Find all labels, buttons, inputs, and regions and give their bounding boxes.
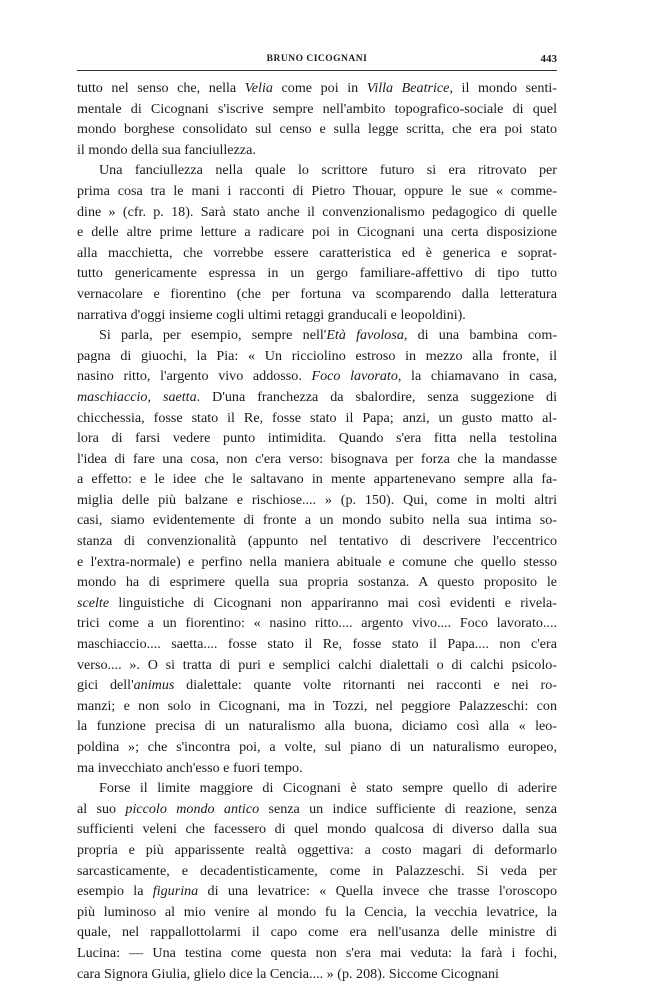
text-line (77, 202, 557, 223)
text-run: . D'una franchezza da sbalordire, senza suggezione di (196, 388, 558, 405)
text-run: tutto genericamente espressa in un gergo familiare-affettivo di tipo tutto (77, 265, 557, 282)
text-line (77, 964, 557, 984)
text-line (77, 675, 557, 696)
text-run: lora di farsi vedere punto intimidita. Quando s'era fitta nella testolina (77, 430, 557, 447)
text-line (77, 387, 557, 408)
text-run: l'idea di fare una cosa, non c'era verso: bisognava per forza che la mandasse (77, 450, 557, 467)
text-line (77, 737, 557, 758)
text-line (77, 140, 557, 161)
text-run: a effetto: e le idee che le saltavano in mente appartenevano sempre alla fa- (77, 471, 557, 488)
text-run: come poi in (272, 80, 367, 96)
text-run: prima cosa tra le mani i racconti di Pietro Thouar, oppure le sue « comme- (77, 182, 557, 199)
text-run: , di una bambina com- (403, 327, 558, 344)
text-run: al suo (77, 800, 126, 817)
text-line (77, 943, 557, 964)
text-run: chicchessia, fosse stato il Re, fosse stato il Papa; anzi, un gusto matto al- (77, 409, 557, 426)
text-line (77, 449, 557, 470)
text-line (77, 778, 557, 799)
text-run: stanza di convenzionalità (appunto nel tentativo di descrivere l'eccentrico (77, 533, 557, 550)
text-line (77, 902, 557, 923)
text-run: e delle altre prime letture a radicare poi in Cicognani una certa disposizione (77, 224, 557, 241)
text-run: linguistiche di Cicognani non appariranno mai così evidenti e rivela- (109, 594, 557, 611)
text-line (77, 78, 557, 99)
text-run: sarcasticamente, e decadentisticamente, come in Palazzeschi. Si veda per (77, 862, 557, 879)
text-run: di una levatrice: « Quella invece che trasse l'oroscopo (198, 883, 558, 900)
text-run: Una fanciullezza nella quale lo scrittore futuro si era ritrovato per (99, 162, 557, 179)
text-run: ma invecchiato anch'esso e fuori tempo. (77, 759, 303, 776)
page-header (77, 50, 557, 71)
text-run: vernacolare e fiorentino (che per fortuna va scomparendo dalla letteratura (77, 285, 557, 302)
italic-text: scelte (77, 594, 110, 611)
text-line (77, 613, 557, 634)
italic-text: Velia (244, 80, 273, 96)
text-line (77, 119, 557, 140)
text-run: quale, nel rappallottolarmi il capo come era nell'usanza delle ministre di (77, 924, 557, 941)
text-line (77, 593, 557, 614)
text-line (77, 305, 557, 326)
text-line (77, 284, 557, 305)
text-line (77, 263, 557, 284)
text-line (77, 490, 557, 511)
text-line (77, 634, 557, 655)
italic-text: figurina (152, 883, 199, 900)
italic-text: Età favolosa (326, 327, 404, 344)
italic-text: maschiaccio, saetta (77, 388, 197, 405)
text-line (77, 469, 557, 490)
text-line (77, 861, 557, 882)
text-line (77, 428, 557, 449)
text-line (77, 366, 557, 387)
text-line (77, 181, 557, 202)
text-run: verso.... ». O si tratta di puri e semplici calchi dialettali o di calchi psicolo- (77, 656, 557, 673)
italic-text: animus (133, 677, 175, 694)
text-line (77, 819, 557, 840)
text-line (77, 325, 557, 346)
italic-text: piccolo mondo antico (125, 800, 260, 817)
text-line (77, 346, 557, 367)
body-text (77, 78, 557, 984)
text-run: , la chiamavano in casa, (397, 368, 557, 385)
text-line (77, 655, 557, 676)
text-run: senza un indice sufficiente di reazione, senza (259, 800, 557, 817)
text-run: propria e più apparissente realtà oggettiva: a costo magari di deformarlo (77, 841, 557, 858)
text-run: maschiaccio.... saetta.... fosse stato il Re, fosse stato il Papa.... non c'era (77, 636, 557, 653)
text-run: la funzione precisa di un naturalismo alla buona, diciamo così alla « leo- (77, 718, 557, 735)
text-run: Forse il limite maggiore di Cicognani è stato sempre quello di aderire (99, 780, 557, 797)
text-run: alla macchietta, che vorrebbe essere caratteristica ed è generica e soprat- (77, 244, 557, 261)
text-run: sufficienti veleni che facessero di quel mondo qualcosa di diverso dalla sua (77, 821, 557, 838)
text-line (77, 222, 557, 243)
text-line (77, 552, 557, 573)
text-line (77, 758, 557, 779)
text-run: pagna di giuochi, la Pia: « Un ricciolino estroso in mezzo alla fronte, il (77, 347, 557, 364)
text-line (77, 922, 557, 943)
text-run: e l'extra-normale) e perfino nella maniera abituale e comune che quello stesso (77, 553, 557, 570)
text-line (77, 696, 557, 717)
text-run: il mondo della sua fanciullezza. (77, 141, 256, 158)
text-run: narrativa d'oggi insieme cogli ultimi retaggi granducali e leopoldini). (77, 306, 466, 323)
text-line (77, 99, 557, 120)
text-line (77, 799, 557, 820)
text-line (77, 243, 557, 264)
text-run: dine » (cfr. p. 18). Sarà stato anche il convenzionalismo pedagogico di quelle (77, 203, 557, 220)
text-run: nasino ritto, l'argento vivo addosso. (77, 368, 312, 385)
text-run: mondo ha di esprimere quella sua propria sostanza. A questo proposito le (77, 574, 557, 591)
text-run: cara Signora Giulia, glielo dice la Cencia.... » (p. 208). Siccome Cicognani (77, 965, 499, 982)
text-run: casi, siamo evidentemente di fronte a un mondo subito nella sua intima so- (77, 512, 557, 529)
text-line (77, 881, 557, 902)
text-line (77, 531, 557, 552)
text-run: manzi; e non solo in Cicognani, ma in Tozzi, nel peggiore Palazzeschi: con (77, 697, 557, 714)
text-run: mentale di Cicognani s'iscrive sempre nell'ambito topografico-sociale di quel (77, 100, 557, 117)
text-line (77, 408, 557, 429)
text-run: Lucina: — Una testina come questa non s'era mai veduta: la farà i fochi, (77, 944, 557, 961)
text-line (77, 716, 557, 737)
text-line (77, 572, 557, 593)
running-head: BRUNO CICOGNANI (266, 54, 368, 64)
text-line (77, 840, 557, 861)
text-run: miglia delle più balzane e rischiose.... » (p. 150). Qui, come in molti altri (77, 491, 557, 508)
text-run: più luminoso al mio venire al mondo fu la Cencia, la vecchia levatrice, la (77, 903, 557, 920)
text-line (77, 160, 557, 181)
italic-text: Foco lavorato (311, 368, 398, 385)
text-run: gici dell' (77, 677, 134, 694)
text-run: trici come a un fiorentino: « nasino ritto.... argento vivo.... Foco lavorato.... (77, 615, 557, 632)
text-run: dialettale: quante volte ritornanti nei racconti e nei ro- (174, 677, 557, 694)
text-run: , il mondo senti- (449, 80, 557, 96)
text-run: Si parla, per esempio, sempre nell' (99, 327, 327, 344)
text-run: esempio la (77, 883, 153, 900)
text-run: poldina »; che s'incontra poi, a volte, sul piano di un naturalismo europeo, (77, 739, 557, 755)
italic-text: Villa Beatrice (366, 80, 450, 96)
text-run: tutto nel senso che, nella (77, 80, 245, 96)
text-run: mondo borghese consolidato sul censo e sulla legge scritta, che era poi stato (77, 121, 557, 138)
text-line (77, 510, 557, 531)
page-number: 443 (540, 53, 557, 65)
